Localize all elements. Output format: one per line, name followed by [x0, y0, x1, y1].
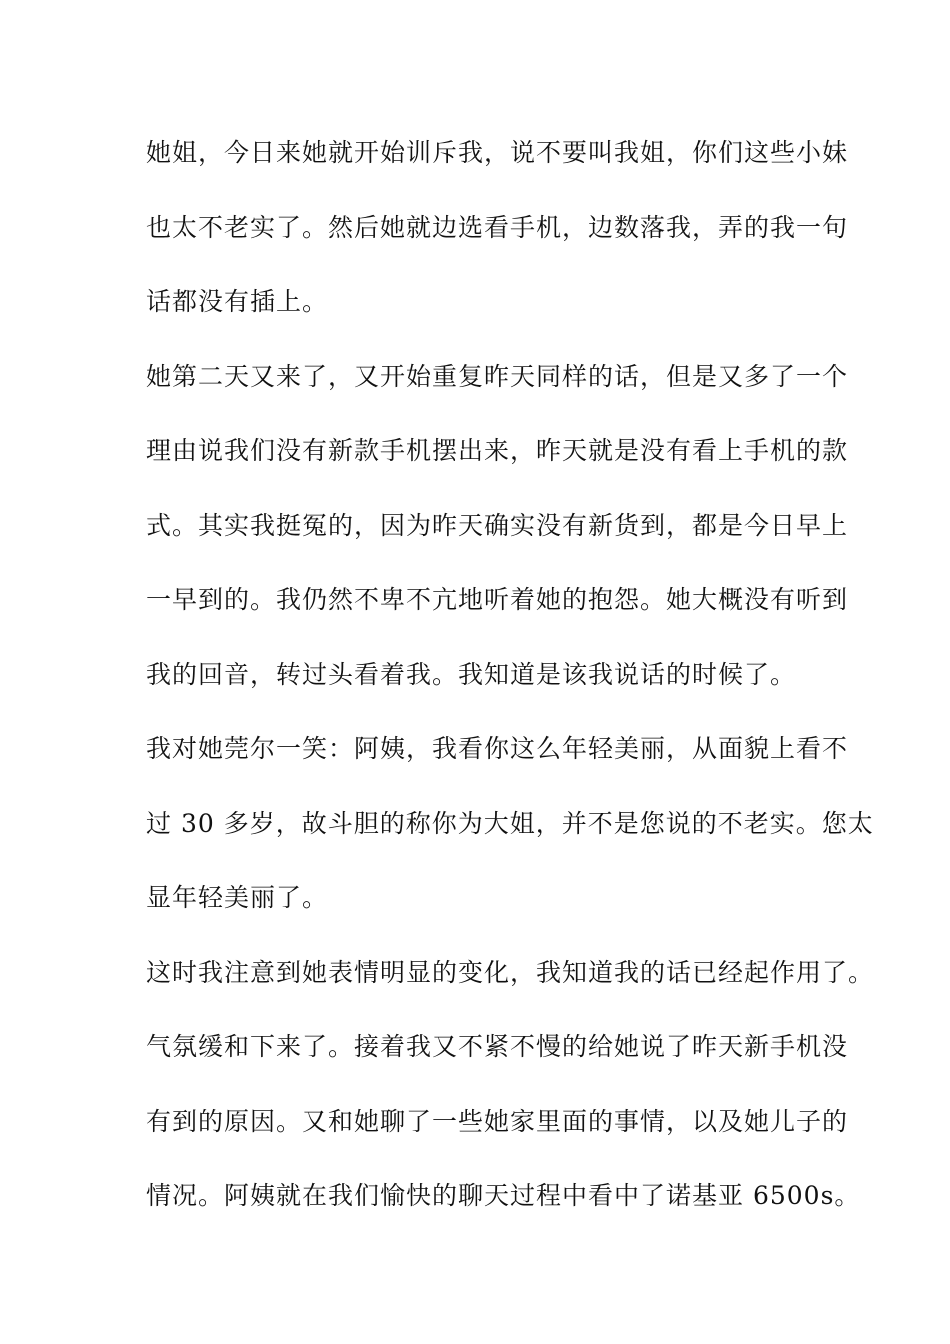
text-line: 气氛缓和下来了。接着我又不紧不慢的给她说了昨天新手机没 [146, 1032, 849, 1061]
text-line: 我对她莞尔一笑：阿姨，我看你这么年轻美丽，从面貌上看不 [146, 734, 849, 763]
text-line: 显年轻美丽了。 [146, 883, 329, 912]
text-line: 式。其实我挺冤的，因为昨天确实没有新货到，都是今日早上 [146, 510, 849, 540]
text-line: 话都没有插上。 [146, 287, 329, 316]
text-line: 理由说我们没有新款手机摆出来，昨天就是没有看上手机的款 [146, 436, 849, 465]
text-line: 过 30 多岁，故斗胆的称你为大姐，并不是您说的不老实。您太 [146, 808, 874, 838]
text-line: 她姐，今日来她就开始训斥我，说不要叫我姐，你们这些小妹 [146, 138, 849, 167]
text-line: 有到的原因。又和她聊了一些她家里面的事情，以及她儿子的 [146, 1106, 849, 1136]
text-line: 一早到的。我仍然不卑不亢地听着她的抱怨。她大概没有听到 [146, 585, 849, 614]
body-text [146, 132, 875, 1250]
text-line: 她第二天又来了，又开始重复昨天同样的话，但是又多了一个 [146, 361, 849, 391]
text-line: 情况。阿姨就在我们愉快的聊天过程中看中了诺基亚 6500s。 [146, 1181, 861, 1210]
text-line: 这时我注意到她表情明显的变化，我知道我的话已经起作用了。 [146, 957, 875, 987]
text-line: 我的回音，转过头看着我。我知道是该我说话的时候了。 [146, 659, 797, 689]
text-line: 也太不老实了。然后她就边选看手机，边数落我，弄的我一句 [146, 212, 849, 242]
